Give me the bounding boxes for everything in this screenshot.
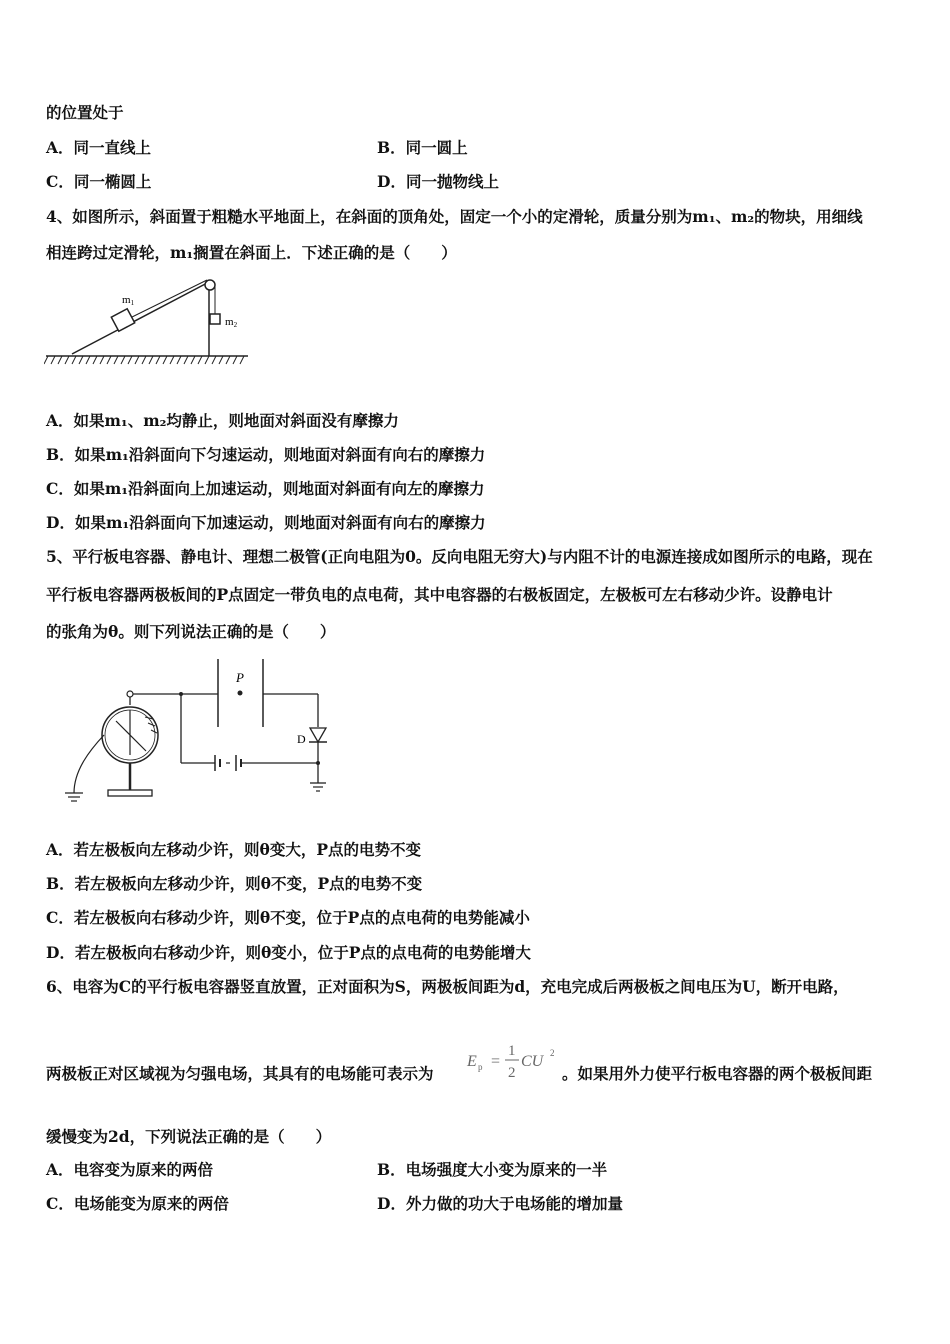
- q4-option-b: B．如果m₁沿斜面向下匀速运动，则地面对斜面有向右的摩擦力: [46, 445, 486, 464]
- formula-lhs-sub: p: [478, 1062, 483, 1072]
- label-m2: m2: [225, 316, 238, 329]
- q4-option-a: A．如果m₁、m₂均静止，则地面对斜面没有摩擦力: [46, 411, 399, 430]
- formula-rhs: CU: [521, 1053, 544, 1070]
- q4-stem-line1: 4、如图所示，斜面置于粗糙水平地面上，在斜面的顶角处，固定一个小的定滑轮，质量分别为m₁、m₂的物块，用细线: [46, 207, 863, 226]
- formula-denominator: 2: [508, 1065, 516, 1081]
- q5-option-b: B．若左极板向左移动少许，则θ不变，P点的电势不变: [46, 874, 423, 893]
- label-m1: m1: [122, 294, 135, 307]
- string-incline: [130, 280, 207, 318]
- q5-stem-line3: 的张角为θ。则下列说法正确的是（ ）: [46, 622, 336, 641]
- q6-energy-formula: [463, 1038, 563, 1086]
- q4-option-c: C．如果m₁沿斜面向上加速运动，则地面对斜面有向左的摩擦力: [46, 479, 485, 498]
- q5-stem-line1: 5、平行板电容器、静电计、理想二极管(正向电阻为0。反向电阻无穷大)与内阻不计的电源连接成如图所示的电路，现在: [46, 547, 873, 566]
- incline-surface: [72, 282, 209, 354]
- formula-lhs: E: [467, 1053, 477, 1070]
- q6-option-b: B．电场强度大小变为原来的一半: [377, 1160, 608, 1179]
- prev-question-tail: 的位置处于: [46, 103, 124, 122]
- q4-incline-figure: [44, 274, 254, 372]
- point-p: [238, 691, 243, 696]
- q6-stem-line3: 缓慢变为2d，下列说法正确的是（ ）: [46, 1127, 332, 1146]
- q5-option-c: C．若左极板向右移动少许，则θ不变，位于P点的点电荷的电势能减小: [46, 908, 530, 927]
- diode-icon: [310, 728, 326, 742]
- q4-option-d: D．如果m₁沿斜面向下加速运动，则地面对斜面有向右的摩擦力: [46, 513, 486, 532]
- block-m2: [210, 314, 220, 324]
- q6-stem-line2-post: 。如果用外力使平行板电容器的两个极板间距: [562, 1064, 873, 1083]
- q6-option-a: A．电容变为原来的两倍: [46, 1160, 214, 1179]
- q6-option-c: C．电场能变为原来的两倍: [46, 1194, 229, 1213]
- q5-option-d: D．若左极板向右移动少许，则θ变小，位于P点的点电荷的电势能增大: [46, 943, 531, 962]
- prev-option-b: B．同一圆上: [377, 138, 468, 157]
- block-m1: [111, 309, 134, 332]
- label-d: D: [297, 732, 306, 746]
- q5-stem-line2: 平行板电容器两极板间的P点固定一带负电的点电荷，其中电容器的右极板固定，左极板可左右移动少许。设静电计: [46, 585, 833, 604]
- label-p: P: [236, 670, 244, 685]
- q6-stem-line2-pre: 两极板正对区域视为匀强电场，其具有的电场能可表示为: [46, 1064, 434, 1083]
- formula-numerator: 1: [508, 1043, 516, 1059]
- q6-option-d: D．外力做的功大于电场能的增加量: [377, 1194, 623, 1213]
- q6-stem-line1: 6、电容为C的平行板电容器竖直放置，正对面积为S，两极板间距为d，充电完成后两极板之间电压为U，断开电路，: [46, 977, 849, 996]
- q5-circuit-figure: [60, 655, 340, 807]
- ground-hatching: [44, 356, 244, 364]
- q5-option-a: A．若左极板向左移动少许，则θ变大，P点的电势不变: [46, 840, 422, 859]
- q4-stem-line2: 相连跨过定滑轮，m₁搁置在斜面上．下述正确的是（ ）: [46, 243, 457, 262]
- prev-option-d: D．同一抛物线上: [377, 172, 499, 191]
- prev-option-c: C．同一椭圆上: [46, 172, 152, 191]
- formula-exponent: 2: [550, 1048, 555, 1058]
- pulley-icon: [205, 280, 215, 290]
- formula-eq: =: [491, 1053, 501, 1070]
- prev-option-a: A．同一直线上: [46, 138, 152, 157]
